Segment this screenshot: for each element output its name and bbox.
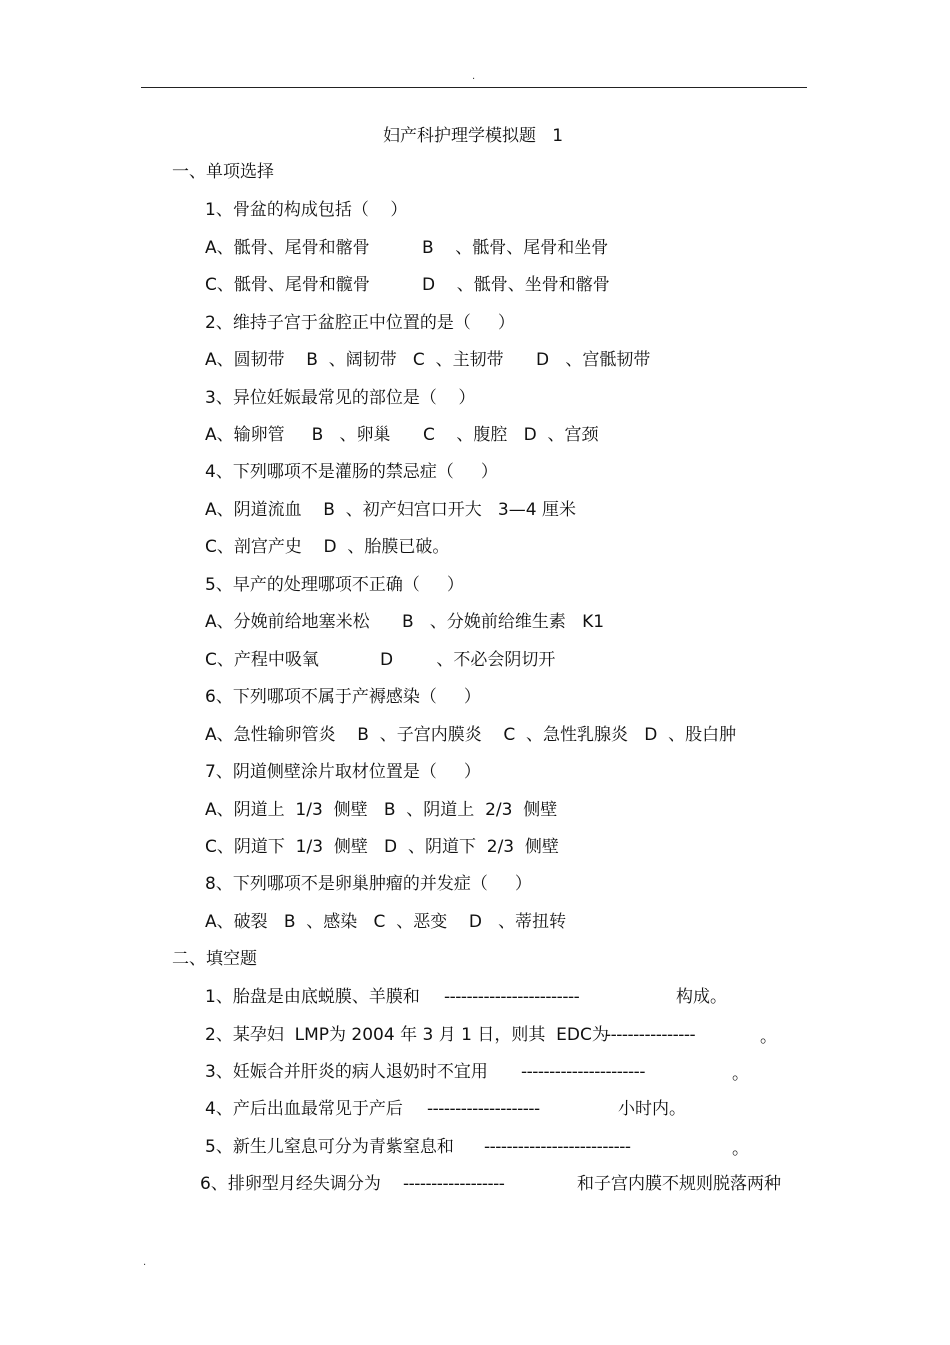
fill-5-suffix: 。	[732, 1139, 749, 1159]
question-5-option-c: C、产程中吸氧	[205, 650, 319, 670]
section-heading-fill-in: 二、填空题	[172, 949, 257, 969]
fill-2-text: 2、某孕妇 LMP为 2004 年 3 月 1 日，则其 EDC为	[205, 1025, 609, 1045]
fill-1-suffix: 构成。	[676, 987, 727, 1007]
fill-3-blank: ----------------------	[521, 1062, 645, 1082]
fill-6-text: 6、排卵型月经失调分为	[200, 1174, 381, 1194]
fill-5-blank: --------------------------	[484, 1137, 631, 1157]
section-heading-single-choice: 一、单项选择	[172, 162, 274, 182]
question-2-options: A、圆韧带 B 、阔韧带 C 、主韧带 D 、宫骶韧带	[205, 350, 651, 370]
question-1-option-c: C、骶骨、尾骨和髋骨	[205, 275, 370, 295]
question-5-options-ab: A、分娩前给地塞米松 B 、分娩前给维生素 K1	[205, 612, 605, 632]
question-1-option-b: B 、骶骨、尾骨和坐骨	[422, 238, 609, 258]
question-8-options: A、破裂 B 、感染 C 、恶变 D 、蒂扭转	[205, 912, 567, 932]
question-1-option-a: A、骶骨、尾骨和髂骨	[205, 238, 370, 258]
question-7: 7、阴道侧壁涂片取材位置是（ ）	[205, 762, 481, 782]
header-dot: .	[472, 71, 476, 82]
question-7-options-cd: C、阴道下 1/3 侧壁 D 、阴道下 2/3 侧壁	[205, 837, 559, 857]
fill-4-suffix: 小时内。	[618, 1099, 686, 1119]
question-4-options-ab: A、阴道流血 B 、初产妇宫口开大 3—4 厘米	[205, 500, 576, 520]
page-title: 妇产科护理学模拟题 1	[383, 126, 564, 146]
fill-4-blank: --------------------	[427, 1099, 540, 1119]
fill-4-text: 4、产后出血最常见于产后	[205, 1099, 403, 1119]
question-5-option-d: D 、不必会阴切开	[380, 650, 556, 670]
fill-1-text: 1、胎盘是由底蜕膜、羊膜和	[205, 987, 420, 1007]
fill-2-blank: ----------------	[605, 1025, 696, 1045]
question-7-options-ab: A、阴道上 1/3 侧壁 B 、阴道上 2/3 侧壁	[205, 800, 558, 820]
question-2: 2、维持子宫于盆腔正中位置的是（ ）	[205, 313, 515, 333]
footer-dot: .	[143, 1257, 147, 1268]
question-4: 4、下列哪项不是灌肠的禁忌症（ ）	[205, 462, 498, 482]
fill-1-blank: ------------------------	[444, 987, 580, 1007]
question-4-options-cd: C、剖宫产史 D 、胎膜已破。	[205, 537, 450, 557]
question-6-options: A、急性输卵管炎 B 、子宫内膜炎 C 、急性乳腺炎 D 、股白肿	[205, 725, 737, 745]
question-5: 5、早产的处理哪项不正确（ ）	[205, 575, 464, 595]
fill-6-suffix: 和子宫内膜不规则脱落两种	[577, 1174, 781, 1194]
question-3: 3、异位妊娠最常见的部位是（ ）	[205, 388, 476, 408]
question-1-option-d: D 、骶骨、坐骨和髂骨	[422, 275, 610, 295]
fill-6-blank: ------------------	[403, 1174, 505, 1194]
question-3-options: A、输卵管 B 、卵巢 C 、腹腔 D 、宫颈	[205, 425, 599, 445]
fill-3-suffix: 。	[732, 1064, 749, 1084]
question-8: 8、下列哪项不是卵巢肿瘤的并发症（ ）	[205, 874, 532, 894]
fill-3-text: 3、妊娠合并肝炎的病人退奶时不宜用	[205, 1062, 488, 1082]
question-1: 1、骨盆的构成包括（ ）	[205, 200, 408, 220]
header-rule	[141, 87, 807, 88]
fill-5-text: 5、新生儿窒息可分为青紫窒息和	[205, 1137, 454, 1157]
question-6: 6、下列哪项不属于产褥感染（ ）	[205, 687, 481, 707]
fill-2-suffix: 。	[760, 1027, 777, 1047]
